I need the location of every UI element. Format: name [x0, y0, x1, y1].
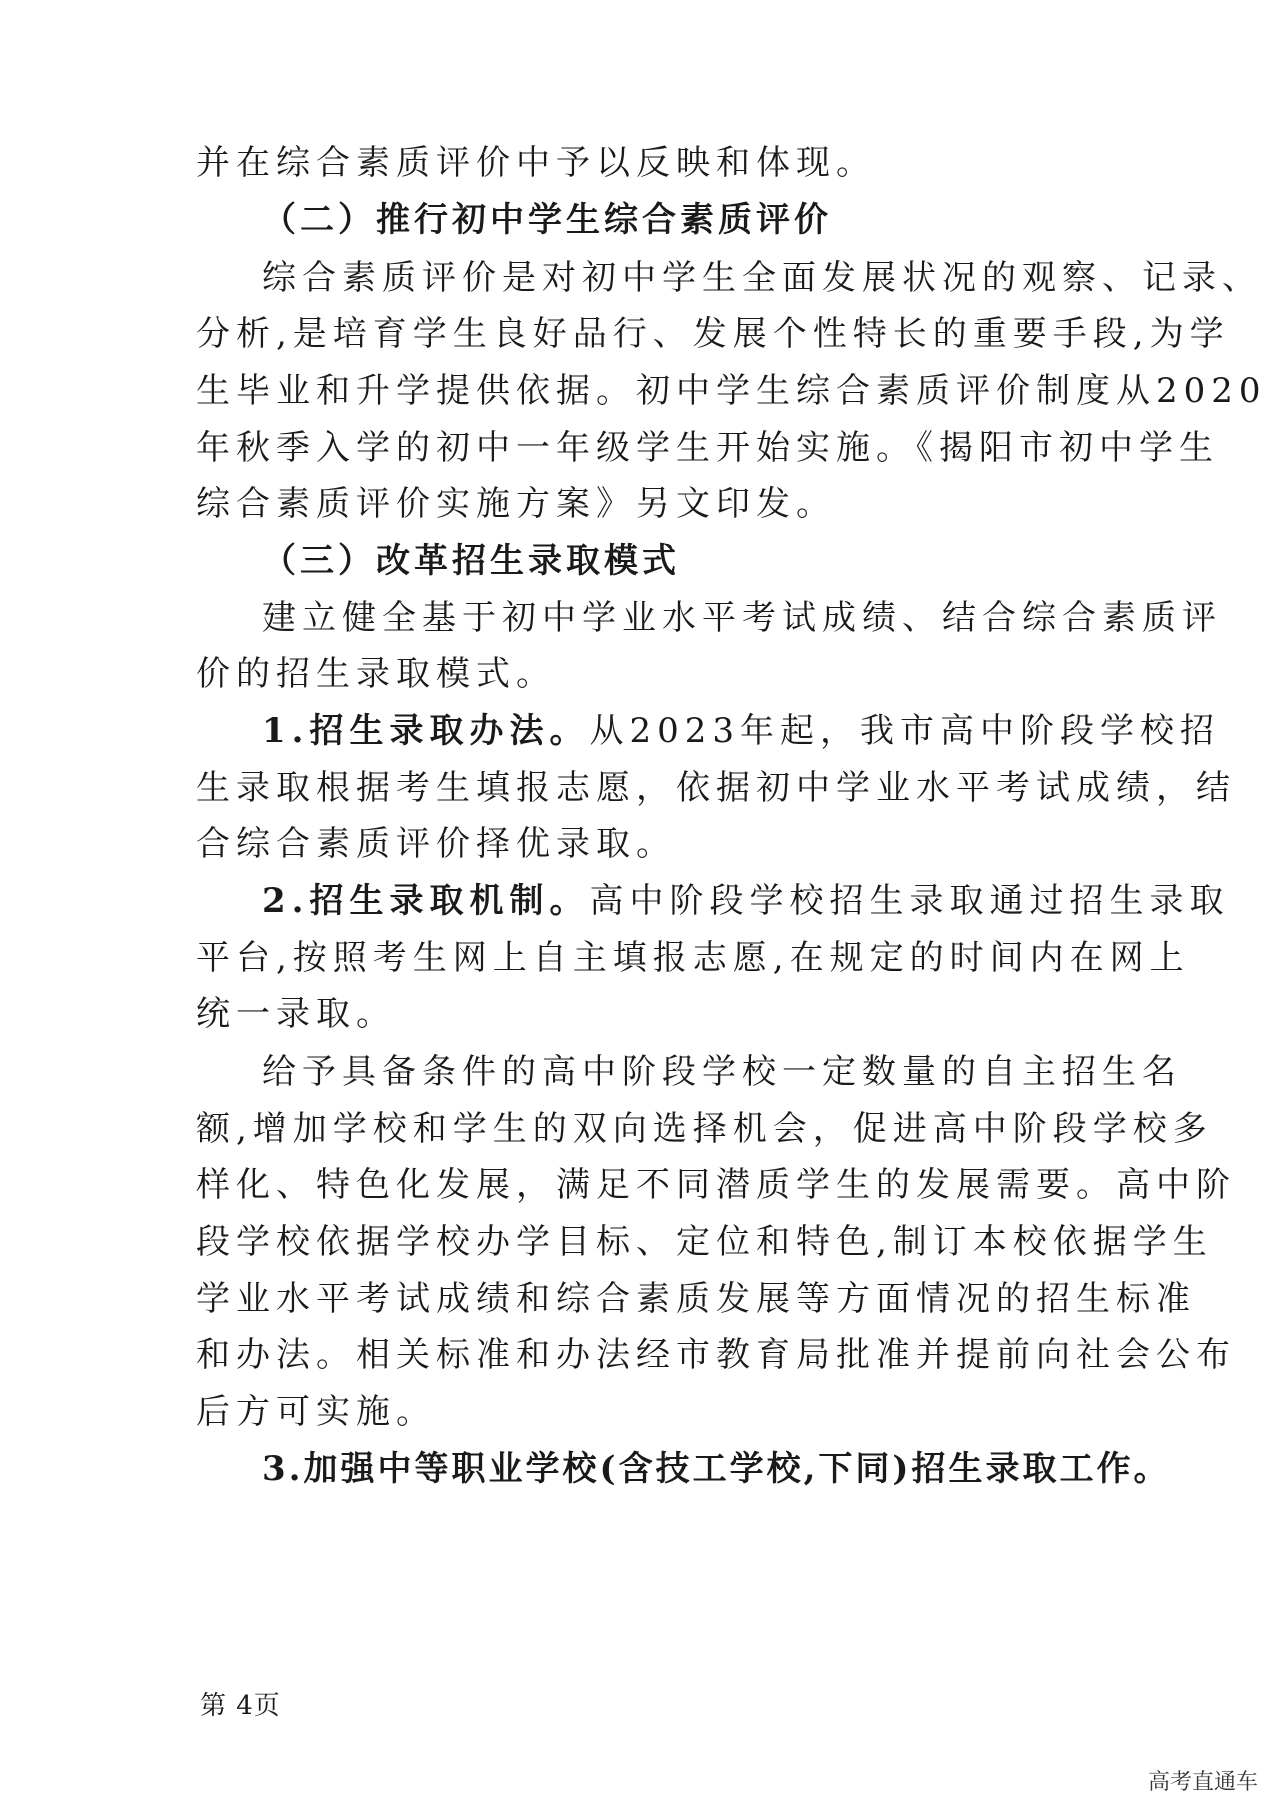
- body-text-line: 统一录取。: [196, 994, 396, 1034]
- body-text-line: 后方可实施。: [196, 1392, 436, 1432]
- list-item-1-lead: 1.招生录取办法。: [262, 711, 590, 751]
- body-text-line: 段学校依据学校办学目标、定位和特色,制订本校依据学生: [196, 1222, 1213, 1262]
- body-text-line: 合综合素质评价择优录取。: [196, 824, 676, 864]
- list-item-1-first-line: [262, 711, 1220, 751]
- body-text-line: 并在综合素质评价中予以反映和体现。: [196, 143, 876, 183]
- list-item-3-lead: 3.加强中等职业学校(含技工学校,下同)招生录取工作。: [262, 1449, 1171, 1489]
- body-text-line: 额,增加学校和学生的双向选择机会，促进高中阶段学校多: [196, 1109, 1213, 1149]
- body-text-line: 综合素质评价是对初中学生全面发展状况的观察、记录、: [262, 258, 1262, 298]
- list-item-2-lead: 2.招生录取机制。: [262, 881, 590, 921]
- body-text: 从2023年起，我市高中阶段学校招: [589, 711, 1221, 751]
- body-text-line: 和办法。相关标准和办法经市教育局批准并提前向社会公布: [196, 1335, 1236, 1375]
- body-text-line: 生毕业和升学提供依据。初中学生综合素质评价制度从2020: [196, 371, 1267, 411]
- body-text-line: 价的招生录取模式。: [196, 654, 556, 694]
- body-text-line: 年秋季入学的初中一年级学生开始实施。《揭阳市初中学生: [196, 428, 1219, 468]
- list-item-2-first-line: [262, 881, 1230, 921]
- body-text-line: 平台,按照考生网上自主填报志愿,在规定的时间内在网上: [196, 938, 1190, 978]
- body-text-line: 生录取根据考生填报志愿，依据初中学业水平考试成绩，结: [196, 768, 1236, 808]
- body-text-line: 学业水平考试成绩和综合素质发展等方面情况的招生标准: [196, 1279, 1196, 1319]
- section-heading-3: （三）改革招生录取模式: [262, 541, 680, 581]
- page-number: 第 4页: [200, 1691, 281, 1721]
- body-text-line: 建立健全基于初中学业水平考试成绩、结合综合素质评: [262, 598, 1222, 638]
- body-text-line: 分析,是培育学生良好品行、发展个性特长的重要手段,为学: [196, 314, 1230, 354]
- body-text: 高中阶段学校招生录取通过招生录取: [589, 881, 1230, 921]
- body-text-line: 综合素质评价实施方案》另文印发。: [196, 484, 836, 524]
- body-text-line: 样化、特色化发展，满足不同潜质学生的发展需要。高中阶: [196, 1165, 1236, 1205]
- watermark-text: 高考直通车: [1148, 1770, 1259, 1795]
- body-text-line: 给予具备条件的高中阶段学校一定数量的自主招生名: [262, 1052, 1182, 1092]
- section-heading-2: （二）推行初中学生综合素质评价: [262, 200, 832, 240]
